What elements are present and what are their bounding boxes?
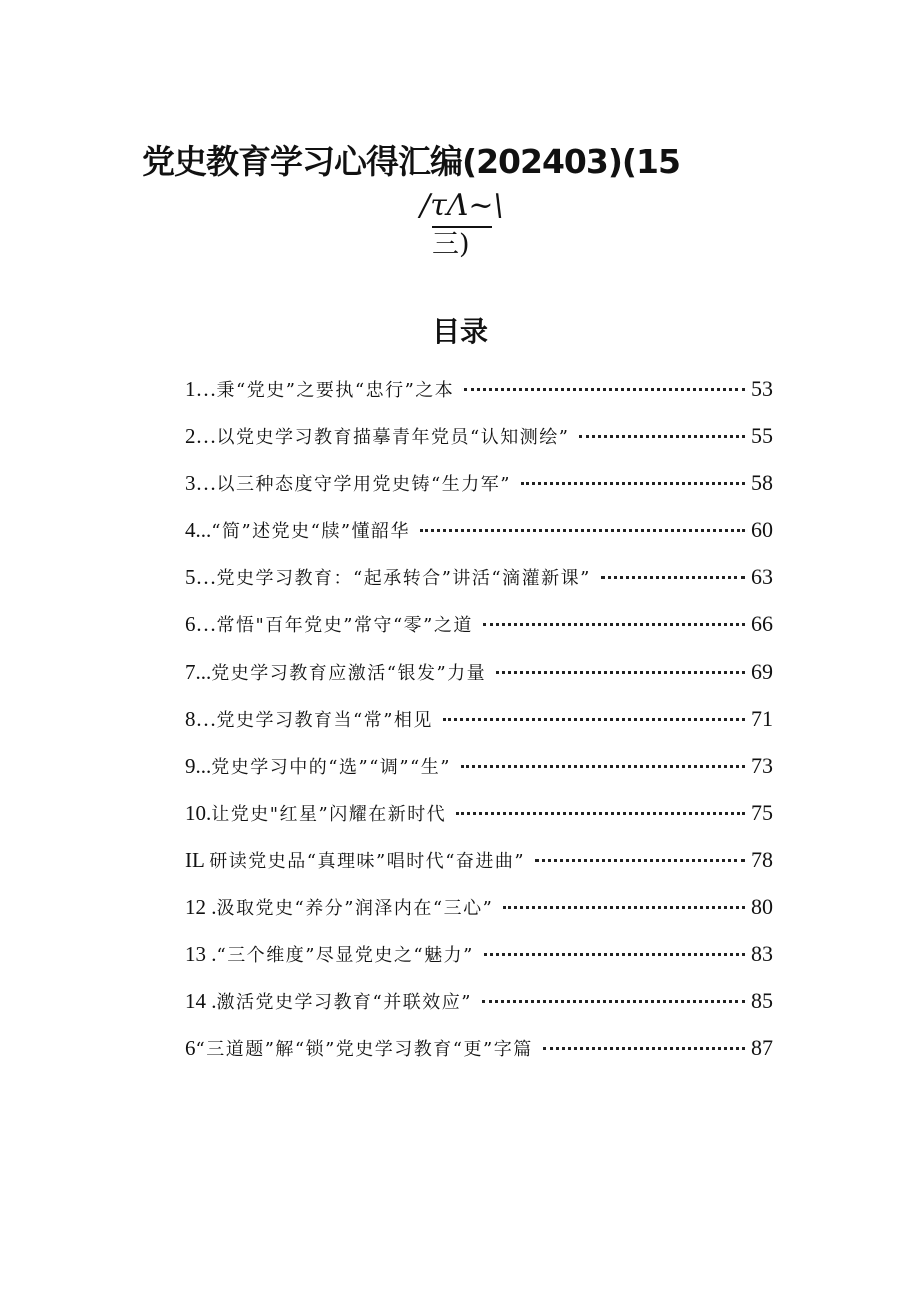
dot-leader xyxy=(503,906,745,909)
toc-entry-number: 4... xyxy=(185,518,212,543)
toc-entry-number: 1… xyxy=(185,377,217,401)
toc-entry-number: 9... xyxy=(185,753,212,778)
toc-entry-text: 秉“党史”之要执“忠行”之本 xyxy=(216,380,455,401)
toc-entry[interactable] xyxy=(185,842,773,889)
toc-entry-title xyxy=(185,418,569,456)
toc-entry[interactable] xyxy=(185,701,773,748)
toc-entry-title xyxy=(185,606,473,644)
toc-entry-page: 55 xyxy=(751,423,773,449)
toc-entry-page: 71 xyxy=(751,705,773,731)
toc-entry-title xyxy=(185,842,525,880)
toc-entry-number: 3… xyxy=(185,471,217,496)
toc-entry-page: 87 xyxy=(751,1035,773,1061)
toc-heading: 目录 xyxy=(431,315,488,348)
toc-entry[interactable] xyxy=(185,418,773,465)
dot-leader xyxy=(461,765,745,768)
dot-leader xyxy=(420,529,745,532)
toc-entry-page: 80 xyxy=(751,894,773,920)
toc-entry-title xyxy=(185,371,454,409)
toc-entry-text: 党史学习教育：“起承转合”讲活“滴灌新课” xyxy=(216,568,591,590)
toc-entry-text: 常悟"百年党史”常守“零”之道 xyxy=(216,615,473,637)
toc-entry-title xyxy=(185,1030,533,1068)
toc-entry-text: 党史学习教育应激活“银发”力量 xyxy=(211,662,487,684)
toc-entry-number: 8… xyxy=(185,706,217,731)
toc-entry[interactable] xyxy=(185,559,773,606)
dot-leader xyxy=(484,953,745,956)
toc-entry-page: 58 xyxy=(751,470,773,496)
toc-entry-title xyxy=(185,748,451,786)
dot-leader xyxy=(496,671,745,674)
dot-leader xyxy=(579,435,745,438)
document-title-line3: 三) xyxy=(432,226,492,262)
toc-entry-page: 85 xyxy=(751,988,773,1014)
toc-entry-text: 激活党史学习教育“并联效应” xyxy=(216,992,472,1014)
toc-entry-text: “三个维度”尽显党史之“魅力” xyxy=(216,945,474,967)
toc-entry-title xyxy=(185,654,486,692)
toc-entry-number: 6… xyxy=(185,612,217,637)
dot-leader xyxy=(482,1000,745,1003)
toc-entry-page: 83 xyxy=(751,941,773,967)
toc-entry-text: 以三种态度守学用党史铸“生力军” xyxy=(216,474,511,496)
toc-entry-text: “三道题”解“锁”党史学习教育“更”字篇 xyxy=(195,1039,533,1061)
toc-entry[interactable] xyxy=(185,983,773,1030)
document-title-line1: 党史教育学习心得汇编(202403)(15 xyxy=(142,142,680,181)
toc-entry[interactable] xyxy=(185,936,773,983)
toc-entry-title xyxy=(185,936,474,974)
toc-entry-text: 研读党史品“真理味”唱时代“奋进曲” xyxy=(209,850,526,872)
toc-entry-number: 7... xyxy=(185,659,212,684)
dot-leader xyxy=(456,812,745,815)
toc-entry-text: 党史学习中的“选”“调”“生” xyxy=(211,756,451,778)
toc-entry-page: 63 xyxy=(751,564,773,590)
toc-entry-title xyxy=(185,512,410,550)
toc-entry-number: 2… xyxy=(185,424,217,449)
dot-leader xyxy=(443,718,745,721)
toc-entry-page: 66 xyxy=(751,611,773,637)
toc-entry[interactable] xyxy=(185,654,773,701)
dot-leader xyxy=(521,482,745,485)
dot-leader xyxy=(543,1047,745,1050)
toc-entry-title xyxy=(185,465,511,503)
toc-entry-title xyxy=(185,889,493,927)
toc-entry-page: 73 xyxy=(751,752,773,778)
dot-leader xyxy=(464,388,745,391)
toc-entry-number: 10. xyxy=(185,800,212,825)
document-title-line2: /τΛ~\ xyxy=(420,188,504,223)
toc-entry-title xyxy=(185,795,446,833)
toc-entry[interactable] xyxy=(185,512,773,559)
toc-entry-text: 以党史学习教育描摹青年党员“认知测绘” xyxy=(216,427,570,449)
toc-entry[interactable] xyxy=(185,371,773,418)
toc-entry-number: 14 . xyxy=(185,989,217,1014)
dot-leader xyxy=(535,859,745,862)
toc-entry-text: 汲取党史“养分”润泽内在“三心” xyxy=(216,898,494,920)
toc-entry[interactable] xyxy=(185,465,773,512)
toc-entry-number: IL xyxy=(185,847,210,872)
toc-entry-page: 53 xyxy=(751,376,773,401)
dot-leader xyxy=(483,623,745,626)
toc-entry-text: “简”述党史“牍”懂韶华 xyxy=(211,521,411,543)
toc-entry[interactable] xyxy=(185,748,773,795)
toc-entry-number: 13 . xyxy=(185,942,217,967)
toc-entry-title xyxy=(185,983,472,1021)
toc-entry-number: 6 xyxy=(185,1036,196,1061)
table-of-contents xyxy=(185,371,773,1077)
toc-entry[interactable] xyxy=(185,606,773,653)
dot-leader xyxy=(601,576,745,579)
toc-entry-page: 78 xyxy=(751,846,773,872)
toc-entry[interactable] xyxy=(185,795,773,842)
toc-entry-number: 12 . xyxy=(185,895,217,920)
toc-entry-text: 党史学习教育当“常”相见 xyxy=(216,709,433,731)
toc-entry-page: 60 xyxy=(751,517,773,543)
toc-entry-page: 69 xyxy=(751,658,773,684)
toc-entry-title xyxy=(185,559,591,597)
toc-entry-number: 5… xyxy=(185,565,217,590)
toc-entry-text: 让党史"红星”闪耀在新时代 xyxy=(211,803,447,825)
toc-entry-title xyxy=(185,701,433,739)
toc-entry[interactable] xyxy=(185,889,773,936)
toc-entry-page: 75 xyxy=(751,799,773,825)
toc-entry[interactable] xyxy=(185,1030,773,1077)
